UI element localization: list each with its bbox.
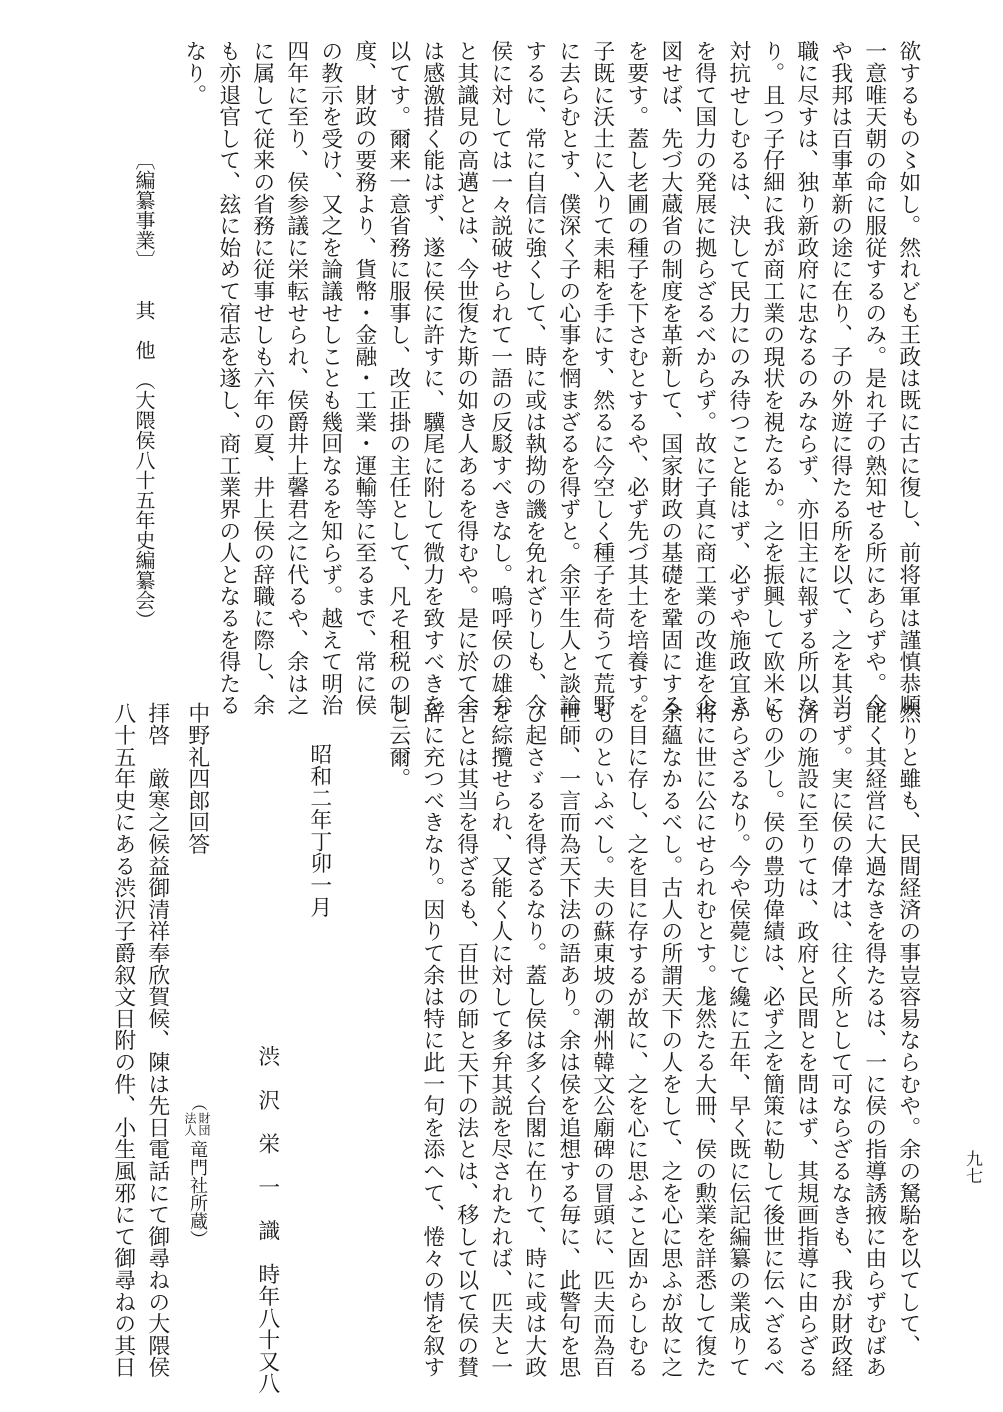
upper-text-line: り。且つ子仔細に我が商工業の現状を視たるか。之を振興して欧米に [759, 40, 785, 716]
upper-text-line: 以てす。爾来一意省務に服事し、改正掛の主任として、凡そ租税の制 [385, 40, 411, 716]
source-note: 竜門社所蔵） [187, 1140, 208, 1248]
upper-text-line: は感激措く能はず、遂に侯に許すに、驥尾に附して微力を致すべきを [419, 40, 445, 716]
upper-text-line: 欲するもの〻如し。然れども王政は既に古に復し、前将軍は謹慎恭順 [895, 40, 921, 716]
reply-heading: 中野礼四郎回答 [184, 702, 210, 855]
lower-text-line: もの少し。侯の豊功偉績は、必ず之を簡策に勒して後世に伝へざるべ [759, 702, 785, 1378]
date-line: 昭和二年丁卯一月 [306, 743, 332, 918]
upper-text-line: も亦退官して、玆に始めて宿志を遂し、商工業界の人となるを得たる [215, 40, 241, 716]
upper-text-line: 図せば、先づ大蔵省の制度を革新して、国家財政の基礎を鞏固にする [657, 40, 683, 716]
upper-text-line: なり。 [181, 40, 207, 106]
source-org-top: 財団 [197, 1112, 211, 1136]
lower-text-line: を目に存し、之を目に存するが故に、之を心に思ふこと固からしむる [623, 702, 649, 1378]
source-org-bottom: 法人 [183, 1112, 197, 1136]
upper-text-line: 子既に沃土に入りて耒耜を手にす、然るに今空しく種子を荷うて荒野 [589, 40, 615, 716]
running-head: 〔編纂事業〕 其 他 （大隈侯八十五年史編纂会） [132, 150, 156, 630]
upper-text-line: と其識見の高邁とは、今世復た斯の如き人あるを得むや。是に於て余 [453, 40, 479, 716]
lower-text-line: ひ起さゞるを得ざるなり。蓋し侯は多く台閣に在りて、時に或は大政 [521, 702, 547, 1378]
lower-text-line: を綜攬せられ、又能く人に対して多弁其説を尽されたれば、匹夫と一 [487, 702, 513, 1378]
lower-text-line: と云爾。 [385, 702, 411, 790]
lower-text-line: 余蘊なかるべし。古人の所謂天下の人をして、之を心に思ふが故に之 [657, 702, 683, 1378]
lower-text-line: ものといふべし。夫の蘇東坡の潮州韓文公廟碑の冒頭に、匹夫而為百 [589, 702, 615, 1378]
upper-text-line: や我邦は百事革新の途に在り、子の外遊に得たる所を以て、之を其当 [827, 40, 853, 716]
lower-text-line: らず。実に侯の偉才は、往く所として可ならざるなきも、我が財政経 [827, 702, 853, 1378]
upper-text-line: 対抗せしむるは、決して民力にのみ待つこと能はず、必ずや施政宜き [725, 40, 751, 716]
upper-text-line: の教示を受け、又之を論議せしことも幾回なるを知らず。越えて明治 [317, 40, 343, 716]
upper-text-line: に去らむとす、僕深く子の心事を惘まざるを得ずと。余平生人と談論 [555, 40, 581, 716]
lower-text-line: 能く其経営に大過なきを得たるは、一に侯の指導誘掖に由らずむばあ [861, 702, 887, 1378]
letter-line: 八十五年史にある渋沢子爵叙文日附の件、小生風邪にて御尋ねの其日 [110, 702, 136, 1378]
upper-text-line: を要す。蓋し老圃の種子を下さむとするや、必ず先づ其土を培養す。 [623, 40, 649, 716]
lower-text-line: 済の施設に至りては、政府と民間とを問はず、其規画指導に由らざる [793, 702, 819, 1378]
lower-text-line: 世師、一言而為天下法の語あり。余は侯を追想する毎に、此警句を思 [555, 702, 581, 1378]
upper-text-line: するに、常に自信に強くして、時に或は執拗の譏を免れざりしも、今 [521, 40, 547, 716]
upper-text-line: 度、財政の要務より、貨幣・金融・工業・運輸等に至るまで、常に侯 [351, 40, 377, 716]
lower-text-line: 言とは其当を得ざるも、百世の師と天下の法とは、移して以て侯の賛 [453, 702, 479, 1378]
source-paren: （ [189, 1095, 208, 1111]
lower-text-line: からざるなり。今や侯薨じて纔に五年、早く既に伝記編纂の業成りて [725, 702, 751, 1378]
page-number: 九七 [962, 1150, 982, 1184]
signature-line: 渋 沢 栄 一 識 時年八十又八 [254, 1045, 280, 1394]
upper-text-line: 職に尽すは、独り新政府に忠なるのみならず、亦旧主に報ずる所以な [793, 40, 819, 716]
upper-text-line: 侯に対しては一々説破せられて一語の反駁すべきなし。嗚呼侯の雄弁 [487, 40, 513, 716]
upper-text-line: 四年に至り、侯参議に栄転せられ、侯爵井上馨君之に代るや、余は之 [283, 40, 309, 716]
lower-text-line: 然りと雖も、民間経済の事豈容易ならむや。余の駑駘を以てして、 [895, 702, 921, 1356]
upper-text-line: 一意唯天朝の命に服従するのみ。是れ子の熟知せる所にあらずや。今 [861, 40, 887, 716]
lower-text-line: 将に世に公にせられむとす。尨然たる大冊、侯の勲業を詳悉して復た [691, 702, 717, 1378]
letter-line: 拝啓 厳寒之候益御清祥奉欣賀候、陳は先日電話にて御尋ねの大隈侯 [144, 702, 170, 1378]
lower-text-line: 辞に充つべきなり。因りて余は特に此一句を添へて、惓々の情を叙す [419, 702, 445, 1378]
upper-text-line: を得て国力の発展に拠らざるべからず。故に子真に商工業の改進を企 [691, 40, 717, 716]
upper-text-line: に属して従来の省務に従事せしも六年の夏、井上侯の辞職に際し、余 [249, 40, 275, 716]
